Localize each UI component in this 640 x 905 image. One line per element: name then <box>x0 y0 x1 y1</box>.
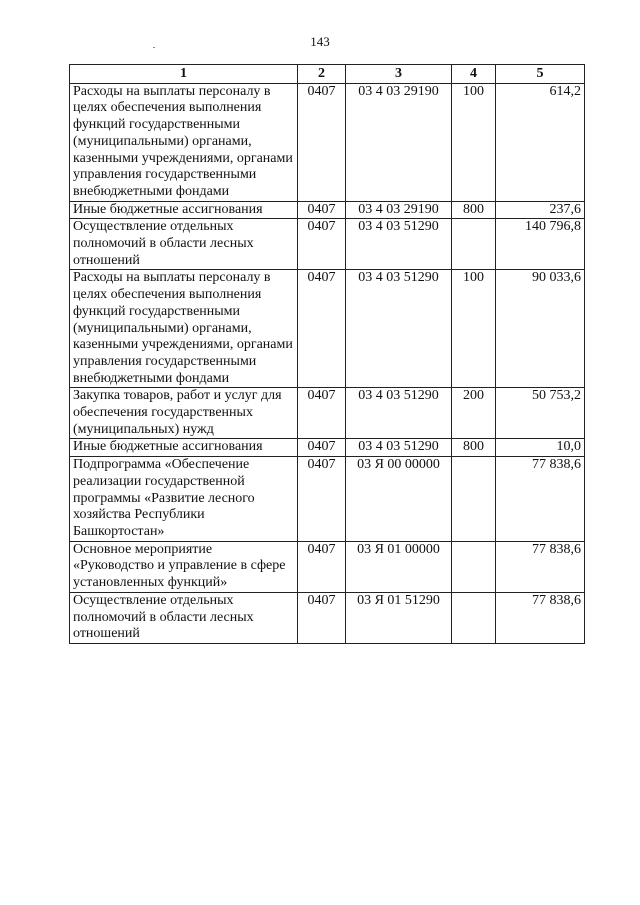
row-type: 100 <box>452 83 496 201</box>
header-col-4: 4 <box>452 65 496 84</box>
row-code: 03 4 03 51290 <box>346 219 452 270</box>
row-section: 0407 <box>298 270 346 388</box>
table-header <box>70 65 585 84</box>
row-type: 200 <box>452 388 496 439</box>
row-section: 0407 <box>298 592 346 643</box>
header-col-1: 1 <box>70 65 298 84</box>
row-section: 0407 <box>298 83 346 201</box>
table-row <box>70 270 585 388</box>
row-type: 100 <box>452 270 496 388</box>
row-section: 0407 <box>298 541 346 592</box>
table-row <box>70 457 585 542</box>
row-amount: 614,2 <box>496 83 585 201</box>
row-type <box>452 457 496 542</box>
table-row <box>70 592 585 643</box>
table-body <box>70 83 585 643</box>
page-number: 143 <box>310 34 330 49</box>
row-type <box>452 219 496 270</box>
row-amount: 77 838,6 <box>496 592 585 643</box>
row-amount: 140 796,8 <box>496 219 585 270</box>
row-code: 03 Я 01 51290 <box>346 592 452 643</box>
table-row <box>70 83 585 201</box>
row-name: Подпрограмма «Обеспечение реализации государственной программы «Развитие лесного хозяйства Республики Башкортостан» <box>70 457 298 542</box>
row-amount: 77 838,6 <box>496 541 585 592</box>
row-section: 0407 <box>298 388 346 439</box>
row-name: Расходы на выплаты персоналу в целях обеспечения выполнения функций государственными (муниципальными) органами, казенными учреждениями, органами управления государственными внебюджетными фондами <box>70 83 298 201</box>
row-name: Расходы на выплаты персоналу в целях обеспечения выполнения функций государственными (муниципальными) органами, казенными учреждениями, органами управления государственными внебюджетными фондами <box>70 270 298 388</box>
header-col-2: 2 <box>298 65 346 84</box>
row-name: Иные бюджетные ассигнования <box>70 201 298 219</box>
row-name: Основное мероприятие «Руководство и управление в сфере установленных функций» <box>70 541 298 592</box>
table-row <box>70 388 585 439</box>
row-type <box>452 541 496 592</box>
row-amount: 90 033,6 <box>496 270 585 388</box>
row-code: 03 4 03 29190 <box>346 83 452 201</box>
row-section: 0407 <box>298 201 346 219</box>
header-col-5: 5 <box>496 65 585 84</box>
row-type: 800 <box>452 439 496 457</box>
row-code: 03 Я 01 00000 <box>346 541 452 592</box>
row-name: Осуществление отдельных полномочий в области лесных отношений <box>70 219 298 270</box>
row-section: 0407 <box>298 439 346 457</box>
row-section: 0407 <box>298 457 346 542</box>
row-name: Закупка товаров, работ и услуг для обеспечения государственных (муниципальных) нужд <box>70 388 298 439</box>
row-amount: 237,6 <box>496 201 585 219</box>
row-code: 03 Я 00 00000 <box>346 457 452 542</box>
header-row <box>70 65 585 84</box>
table-row <box>70 541 585 592</box>
row-name: Осуществление отдельных полномочий в области лесных отношений <box>70 592 298 643</box>
header-col-3: 3 <box>346 65 452 84</box>
row-code: 03 4 03 51290 <box>346 388 452 439</box>
table-row <box>70 201 585 219</box>
row-amount: 10,0 <box>496 439 585 457</box>
row-type: 800 <box>452 201 496 219</box>
row-code: 03 4 03 29190 <box>346 201 452 219</box>
table-row <box>70 219 585 270</box>
scan-speck <box>153 47 155 48</box>
row-name: Иные бюджетные ассигнования <box>70 439 298 457</box>
row-code: 03 4 03 51290 <box>346 270 452 388</box>
row-amount: 50 753,2 <box>496 388 585 439</box>
budget-table <box>69 64 585 644</box>
table-row <box>70 439 585 457</box>
row-code: 03 4 03 51290 <box>346 439 452 457</box>
row-type <box>452 592 496 643</box>
row-section: 0407 <box>298 219 346 270</box>
row-amount: 77 838,6 <box>496 457 585 542</box>
